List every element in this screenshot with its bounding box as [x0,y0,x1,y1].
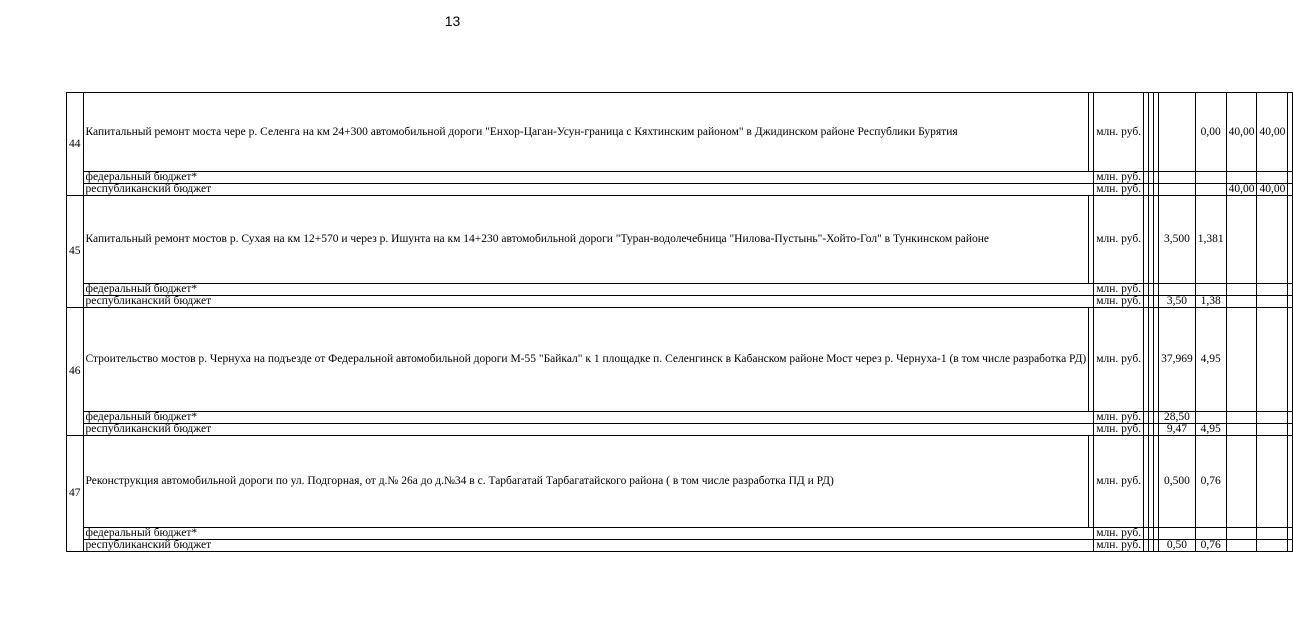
value-cell [1257,412,1288,424]
value-cell [1226,284,1257,296]
item-name: Капитальный ремонт моста чере р. Селенга на км 24+300 автомобильной дороги "Енхор-Цаган-Усун-граница с Кяхтинским районом" в Джидинском районе Республики Бурятия [83,93,1089,172]
value-cell: 4,95 [1195,308,1226,412]
value-cell [1195,412,1226,424]
value-cell [1195,528,1226,540]
budget-source-label: федеральный бюджет* [83,172,1094,184]
page-number: 13 [444,13,461,29]
value-cell [1226,296,1257,308]
table-subrow [67,284,1293,296]
table-row [67,93,1293,172]
value-cell: 1,381 [1195,196,1226,284]
value-cell [1288,436,1293,528]
item-name: Капитальный ремонт мостов р. Сухая на км 12+570 и через р. Ишунта на км 14+230 автомобильной дороги "Туран-водолечебница "Нилова-Пустынь"-Хойто-Гол" в Тункинском районе [83,196,1089,284]
unit-cell: млн. руб. [1094,93,1144,172]
item-name: Реконструкция автомобильной дороги по ул. Подгорная, от д.№ 26а до д.№34 в с. Тарбагатай Тарбагатайского района ( в том числе разработка ПД и РД) [83,436,1089,528]
value-cell [1159,172,1196,184]
budget-source-label: федеральный бюджет* [83,412,1094,424]
value-cell: 0,00 [1195,93,1226,172]
value-cell: 3,500 [1159,196,1196,284]
value-cell [1159,528,1196,540]
value-cell [1195,172,1226,184]
value-cell [1288,196,1293,284]
table-row [67,196,1293,284]
value-cell: 40,00 [1257,93,1288,172]
table-subrow [67,296,1293,308]
value-cell [1257,296,1288,308]
table-subrow [67,424,1293,436]
value-cell [1257,528,1288,540]
value-cell: 0,500 [1159,436,1196,528]
value-cell [1257,308,1288,412]
unit-cell: млн. руб. [1094,528,1144,540]
budget-source-label: республиканский бюджет [83,424,1094,436]
value-cell [1195,184,1226,196]
unit-cell: млн. руб. [1094,540,1144,552]
value-cell [1288,184,1293,196]
table-subrow [67,184,1293,196]
unit-cell: млн. руб. [1094,296,1144,308]
value-cell [1226,540,1257,552]
unit-cell: млн. руб. [1094,284,1144,296]
value-cell [1226,528,1257,540]
row-number: 45 [67,196,84,308]
value-cell: 40,00 [1226,93,1257,172]
budget-table [66,92,1293,552]
value-cell [1288,528,1293,540]
unit-cell: млн. руб. [1094,424,1144,436]
value-cell: 4,95 [1195,424,1226,436]
unit-cell: млн. руб. [1094,172,1144,184]
value-cell [1226,308,1257,412]
value-cell [1195,284,1226,296]
unit-cell: млн. руб. [1094,196,1144,284]
value-cell: 1,38 [1195,296,1226,308]
table-body [67,93,1293,552]
row-number: 47 [67,436,84,552]
value-cell [1159,184,1196,196]
unit-cell: млн. руб. [1094,308,1144,412]
budget-source-label: федеральный бюджет* [83,284,1094,296]
value-cell [1288,308,1293,412]
value-cell [1288,412,1293,424]
unit-cell: млн. руб. [1094,436,1144,528]
value-cell [1226,424,1257,436]
value-cell [1257,424,1288,436]
value-cell: 0,50 [1159,540,1196,552]
table-row [67,308,1293,412]
value-cell [1288,540,1293,552]
budget-source-label: республиканский бюджет [83,296,1094,308]
value-cell [1159,93,1196,172]
value-cell: 0,76 [1195,540,1226,552]
value-cell [1288,424,1293,436]
value-cell [1257,284,1288,296]
unit-cell: млн. руб. [1094,412,1144,424]
table-subrow [67,172,1293,184]
value-cell [1226,196,1257,284]
value-cell: 40,00 [1226,184,1257,196]
table-row [67,436,1293,528]
value-cell [1257,540,1288,552]
value-cell [1288,93,1293,172]
value-cell: 37,969 [1159,308,1196,412]
value-cell: 40,00 [1257,184,1288,196]
value-cell: 0,76 [1195,436,1226,528]
value-cell [1288,172,1293,184]
row-number: 46 [67,308,84,436]
table-subrow [67,540,1293,552]
value-cell [1257,196,1288,284]
budget-source-label: федеральный бюджет* [83,528,1094,540]
value-cell: 9,47 [1159,424,1196,436]
value-cell [1288,284,1293,296]
item-name: Строительство мостов р. Чернуха на подъезде от Федеральной автомобильной дороги М-55 "Байкал" к 1 площадке п. Селенгинск в Кабанском районе Мост через р. Чернуха-1 (в том числе разработка РД) [83,308,1089,412]
value-cell [1159,284,1196,296]
value-cell [1257,436,1288,528]
value-cell [1226,172,1257,184]
budget-source-label: республиканский бюджет [83,184,1094,196]
row-number: 44 [67,93,84,196]
table-subrow [67,528,1293,540]
value-cell [1257,172,1288,184]
value-cell [1226,412,1257,424]
value-cell [1226,436,1257,528]
value-cell [1288,296,1293,308]
table-subrow [67,412,1293,424]
value-cell: 3,50 [1159,296,1196,308]
value-cell: 28,50 [1159,412,1196,424]
budget-source-label: республиканский бюджет [83,540,1094,552]
unit-cell: млн. руб. [1094,184,1144,196]
